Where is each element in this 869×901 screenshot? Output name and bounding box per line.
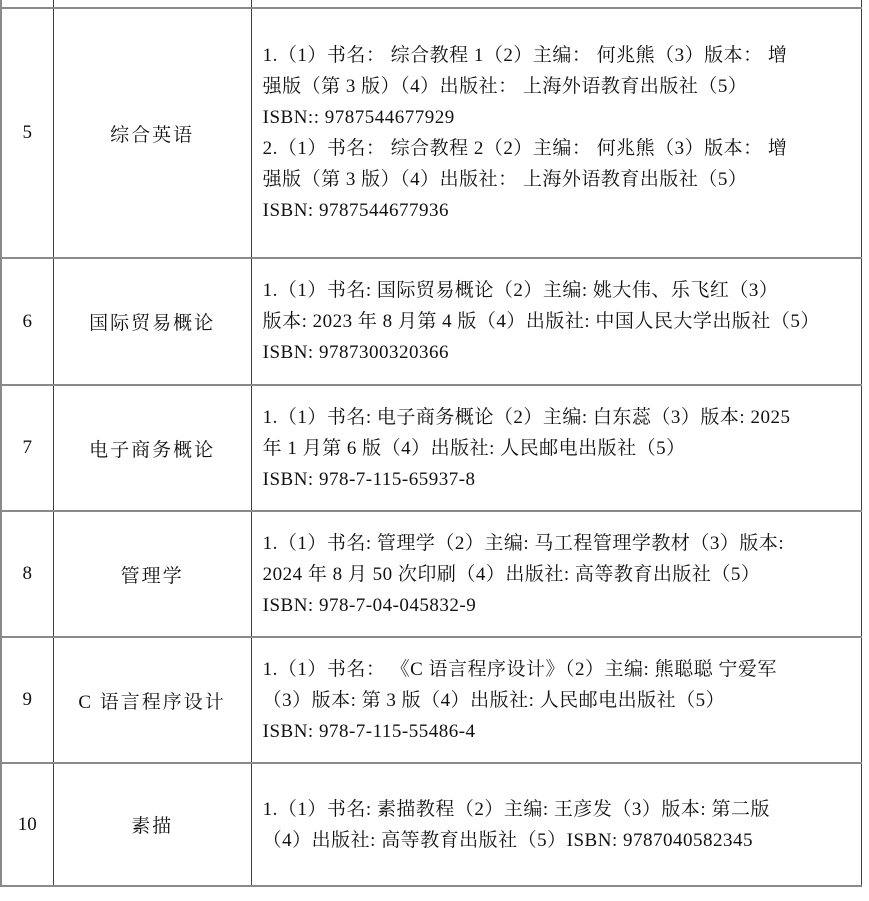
book-details-cell bbox=[251, 763, 861, 886]
book-detail-line: ISBN: 9787544677936 bbox=[262, 200, 449, 221]
book-details-cell bbox=[251, 8, 861, 258]
book-details-cell bbox=[251, 511, 861, 637]
book-detail-line: 强版（第 3 版）（4）出版社： 上海外语教育出版社（5） bbox=[262, 169, 748, 190]
course-name-cell: 电子商务概论 bbox=[53, 385, 251, 511]
course-name-cell: 管理学 bbox=[53, 511, 251, 637]
table-row bbox=[1, 8, 862, 258]
book-detail-line: ISBN: 978-7-115-55486-4 bbox=[262, 720, 476, 742]
row-number-cell: 10 bbox=[1, 763, 53, 886]
book-detail-line: 年 1 月第 6 版（4）出版社: 人民邮电出版社（5） bbox=[262, 437, 686, 459]
course-name-cell bbox=[53, 0, 251, 8]
book-detail-line: 1.（1）书名: 素描教程（2）主编: 王彦发（3）版本: 第二版 bbox=[262, 798, 770, 820]
row-number-cell: 8 bbox=[1, 511, 53, 637]
table-row bbox=[1, 258, 862, 385]
row-number-cell: 7 bbox=[1, 385, 53, 511]
book-detail-line: 1.（1）书名: 管理学（2）主编: 马工程管理学教材（3）版本: bbox=[262, 532, 785, 554]
table-row-partial bbox=[1, 0, 862, 8]
book-detail-line: 1.（1）书名: 国际贸易概论（2）主编: 姚大伟、乐飞红（3） bbox=[262, 280, 779, 301]
table-row bbox=[1, 385, 862, 511]
book-details-cell bbox=[251, 385, 861, 511]
book-detail-line: （3）版本: 第 3 版（4）出版社: 人民邮电出版社（5） bbox=[262, 689, 726, 711]
table-row bbox=[1, 511, 862, 637]
row-number-cell: 5 bbox=[1, 8, 53, 258]
course-name-cell: 综合英语 bbox=[53, 8, 251, 258]
book-detail-line: ISBN: 978-7-04-045832-9 bbox=[262, 594, 477, 616]
table-row bbox=[1, 763, 862, 886]
book-detail-line: 1.（1）书名： 《C 语言程序设计》（2）主编: 熊聪聪 宁爱军 bbox=[262, 658, 777, 680]
book-detail-line: 版本: 2023 年 8 月第 4 版（4）出版社: 中国人民大学出版社（5） bbox=[262, 311, 820, 332]
book-details-cell bbox=[251, 258, 861, 385]
book-detail-line: 2024 年 8 月 50 次印刷（4）出版社: 高等教育出版社（5） bbox=[262, 563, 761, 585]
table-row bbox=[1, 637, 862, 763]
course-name-cell: C 语言程序设计 bbox=[53, 637, 251, 763]
course-name-cell: 国际贸易概论 bbox=[53, 258, 251, 385]
book-detail-line: 强版（第 3 版）（4）出版社： 上海外语教育出版社（5） bbox=[262, 76, 748, 97]
book-detail-line: （4）出版社: 高等教育出版社（5）ISBN: 9787040582345 bbox=[262, 829, 753, 851]
book-detail-line: 2.（1）书名： 综合教程 2（2）主编： 何兆熊（3）版本： 增 bbox=[262, 138, 788, 159]
book-detail-line: 1.（1）书名: 电子商务概论（2）主编: 白东蕊（3）版本: 2025 bbox=[262, 406, 791, 428]
book-detail-line: ISBN: 978-7-115-65937-8 bbox=[262, 468, 476, 490]
book-detail-line: 1.（1）书名： 综合教程 1（2）主编： 何兆熊（3）版本： 增 bbox=[262, 45, 788, 66]
row-number-cell: 6 bbox=[1, 258, 53, 385]
book-details-cell bbox=[251, 0, 861, 8]
row-number-cell bbox=[1, 0, 53, 8]
course-name-cell: 素描 bbox=[53, 763, 251, 886]
book-detail-line: ISBN: 9787300320366 bbox=[262, 342, 449, 363]
book-detail-line: ISBN:: 9787544677929 bbox=[262, 107, 455, 128]
row-number-cell: 9 bbox=[1, 637, 53, 763]
book-details-cell bbox=[251, 637, 861, 763]
